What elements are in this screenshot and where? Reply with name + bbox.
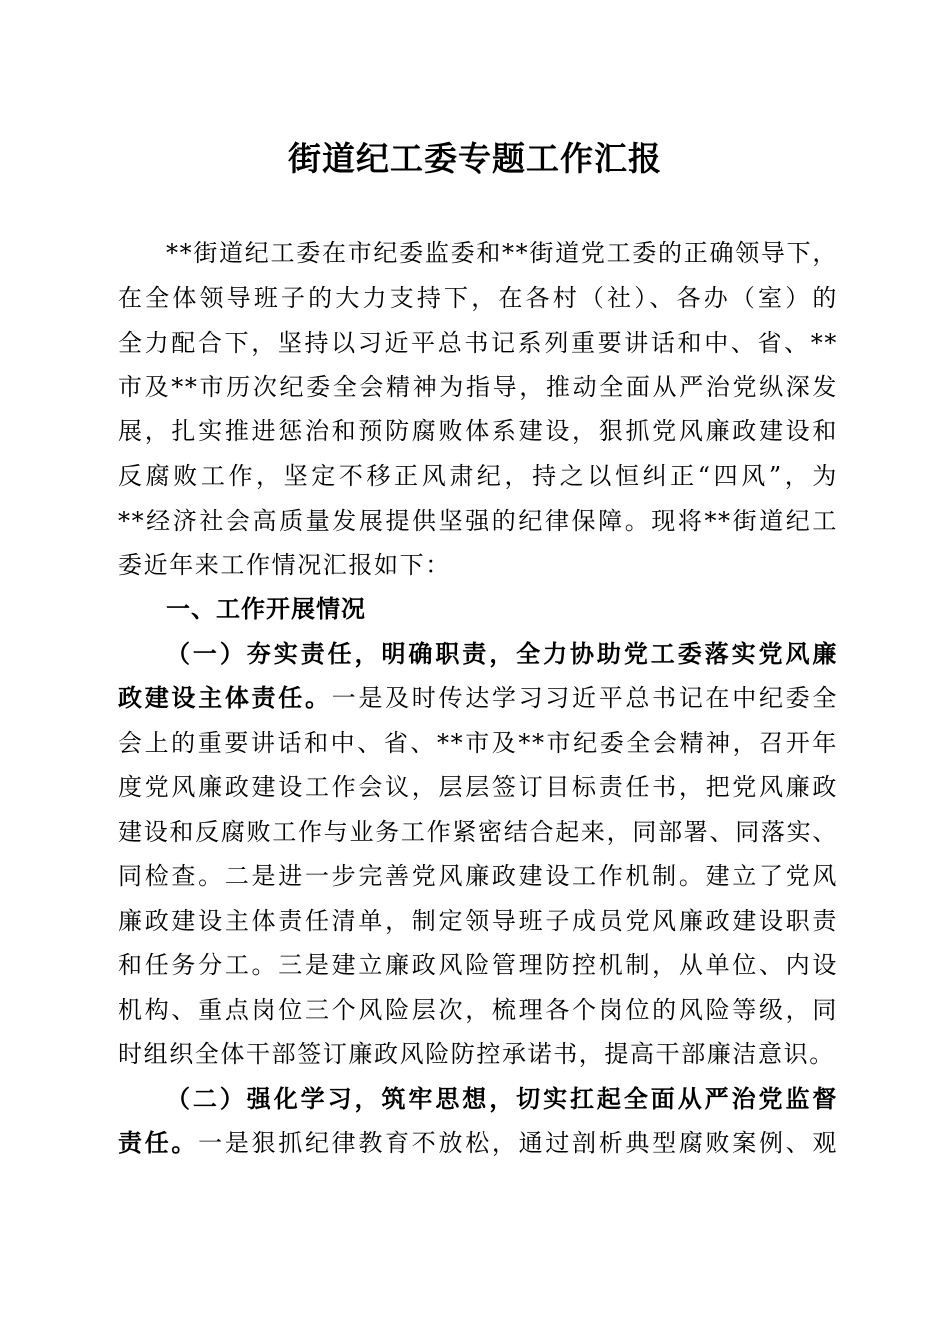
paragraph-text: 一是狠抓纪律教育不放松，通过剖析典型腐败案例、观: [198, 1129, 838, 1157]
paragraph-text: 一是及时传达学习习近平总书记在中纪委全: [331, 684, 838, 712]
intro-line: 全力配合下，坚持以习近平总书记系列重要讲话和中、省、**: [118, 329, 838, 357]
intro-line: 委近年来工作情况汇报如下：: [118, 551, 451, 579]
intro-line: 在全体领导班子的大力支持下，在各村（社）、各办（室）的: [118, 284, 838, 312]
subsection-heading: （二）强化学习，筑牢思想，切实扛起全面从严治党监督: [166, 1085, 838, 1113]
section-heading: 一、工作开展情况: [166, 595, 366, 623]
intro-line: **经济社会高质量发展提供坚强的纪律保障。现将**街道纪工: [118, 507, 838, 535]
intro-line: 展，扎实推进惩治和预防腐败体系建设，狠抓党风廉政建设和: [118, 417, 838, 445]
subsection-heading-tail: 政建设主体责任。: [118, 684, 332, 712]
paragraph-line: 时组织全体干部签订廉政风险防控承诺书，提高干部廉洁意识。: [118, 1040, 835, 1068]
subsection-heading: （一）夯实责任，明确职责，全力协助党工委落实党风廉: [166, 640, 838, 668]
intro-line: **街道纪工委在市纪委监委和**街道党工委的正确领导下，: [166, 239, 838, 267]
paragraph-line: 廉政建设主体责任清单，制定领导班子成员党风廉政建设职责: [118, 907, 838, 935]
paragraph-line: 会上的重要讲话和中、省、**市及**市纪委全会精神，召开年: [118, 729, 838, 757]
paragraph-line: 度党风廉政建设工作会议，层层签订目标责任书，把党风廉政: [118, 773, 838, 801]
intro-line: 反腐败工作，坚定不移正风肃纪，持之以恒纠正“四风”，为: [118, 462, 838, 490]
paragraph-line: [118, 1127, 838, 1159]
paragraph-line: 同检查。二是进一步完善党风廉政建设工作机制。建立了党风: [118, 862, 838, 890]
paragraph-line: 机构、重点岗位三个风险层次，梳理各个岗位的风险等级，同: [118, 996, 838, 1024]
paragraph-line: 建设和反腐败工作与业务工作紧密结合起来，同部署、同落实、: [118, 818, 838, 846]
paragraph-line: [118, 682, 838, 714]
paragraph-line: 和任务分工。三是建立廉政风险管理防控机制，从单位、内设: [118, 951, 838, 979]
document-title: 街道纪工委专题工作汇报: [288, 139, 662, 178]
intro-line: 市及**市历次纪委全会精神为指导，推动全面从严治党纵深发: [118, 373, 838, 401]
subsection-heading-tail: 责任。: [118, 1129, 199, 1157]
